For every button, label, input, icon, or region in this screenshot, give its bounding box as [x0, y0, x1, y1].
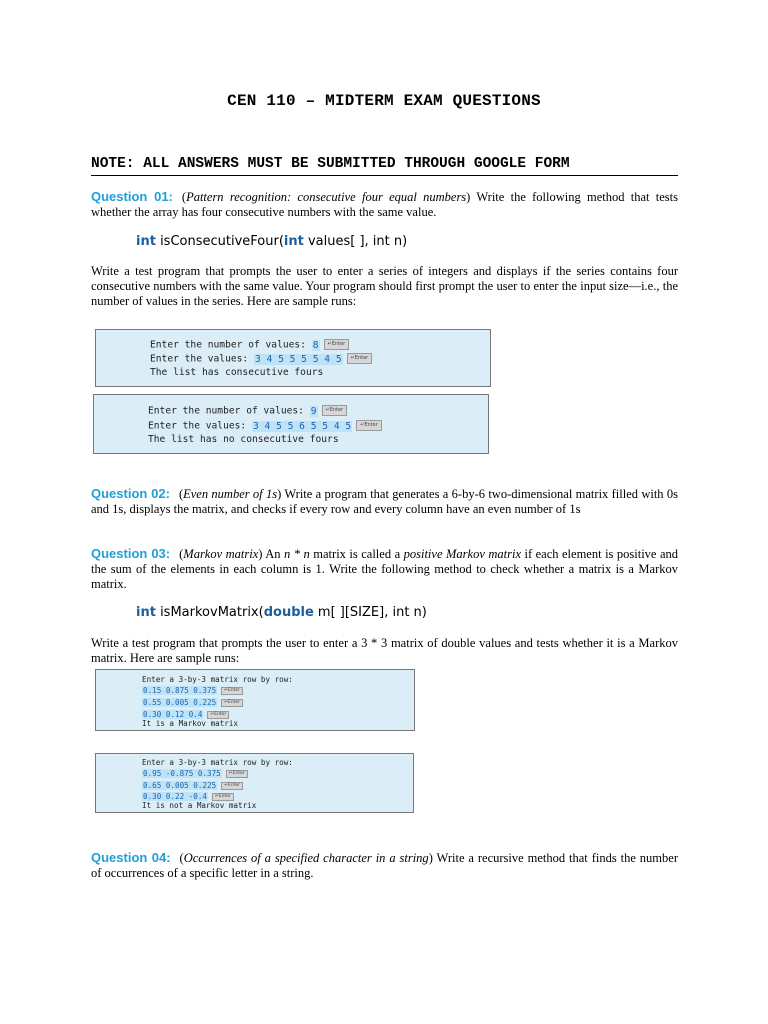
question-3-label: Question 03:: [91, 546, 171, 561]
question-3-instructions: Write a test program that prompts the user to enter a 3 * 3 matrix of double values and tests whether it is a Markov matrix. Here are sample runs:: [91, 636, 678, 666]
question-2-topic: Even number of 1s: [183, 487, 278, 501]
question-2-label: Question 02:: [91, 486, 170, 501]
page-title: CEN 110 – MIDTERM EXAM QUESTIONS: [227, 92, 541, 110]
question-4-topic: Occurrences of a specified character in a string: [183, 851, 429, 865]
enter-key-icon: ↵Enter: [221, 699, 243, 708]
sample-run-2: Enter the number of values: 9 ↵Enter Enter the values: 3 4 5 5 6 5 5 4 5 ↵Enter The list has no consecutive fours: [93, 394, 489, 454]
question-1-label: Question 01:: [91, 189, 173, 204]
question-4: Question 04: (Occurrences of a specified character in a string) Write a recursive method that finds the number of occurrences of a specific letter in a string.: [91, 850, 678, 881]
question-4-text: Write a recursive method that finds the number of occurrences of a specific letter in a string.: [91, 851, 678, 881]
method-signature-consecutive-four: int isConsecutiveFour(int values[ ], int n): [136, 234, 408, 249]
markov-sample-run-2: Enter a 3-by-3 matrix row by row: 0.95 -0.875 0.375 ↵Enter 0.65 0.005 0.225 ↵Enter 0.30 0.22 -0.4 ↵Enter It is not a Markov matrix: [95, 753, 414, 813]
sample-run-1: Enter the number of values: 8 ↵Enter Enter the values: 3 4 5 5 5 5 4 5 ↵Enter The list has consecutive fours: [95, 329, 491, 387]
enter-key-icon: ↵Enter: [324, 339, 350, 350]
enter-key-icon: ↵Enter: [356, 420, 382, 431]
question-3: Question 03: (Markov matrix) An n * n matrix is called a positive Markov matrix if each element is positive and the sum of the elements in each column is 1. Write the following method to check whether a matrix is a Markov matrix.: [91, 546, 679, 592]
enter-key-icon: ↵Enter: [212, 793, 234, 802]
enter-key-icon: ↵Enter: [221, 782, 243, 791]
question-1: Question 01: (Pattern recognition: consecutive four equal numbers) Write the following method that tests whether the array has four consecutive numbers with the same value.: [91, 189, 678, 220]
question-1-topic: Pattern recognition: consecutive four equal numbers: [186, 190, 467, 204]
submission-note: NOTE: ALL ANSWERS MUST BE SUBMITTED THROUGH GOOGLE FORM: [91, 156, 678, 176]
enter-key-icon: ↵Enter: [207, 711, 229, 720]
method-signature-markov-matrix: int isMarkovMatrix(double m[ ][SIZE], int n): [136, 605, 427, 620]
enter-key-icon: ↵Enter: [221, 687, 243, 696]
markov-sample-run-1: Enter a 3-by-3 matrix row by row: 0.15 0.875 0.375 ↵Enter 0.55 0.005 0.225 ↵Enter 0.30 0.12 0.4 ↵Enter It is a Markov matrix: [95, 669, 415, 731]
question-3-topic: Markov matrix: [183, 547, 259, 561]
enter-key-icon: ↵Enter: [322, 405, 348, 416]
enter-key-icon: ↵Enter: [226, 770, 248, 779]
question-2: Question 02: (Even number of 1s) Write a program that generates a 6-by-6 two-dimensional matrix filled with 0s and 1s, displays the matrix, and checks if every row and every column have an even number of 1s: [91, 486, 678, 517]
question-1-instructions: Write a test program that prompts the user to enter a series of integers and displays if the series contains four consecutive numbers with the same value. Your program should first prompt the user to enter the input size—i.e., the number of values in the series. Here are sample runs:: [91, 264, 678, 309]
question-2-text: Write a program that generates a 6-by-6 two-dimensional matrix filled with 0s and 1s, displays the matrix, and checks if every row and every column have an even number of 1s: [91, 487, 678, 517]
enter-key-icon: ↵Enter: [347, 353, 373, 364]
question-4-label: Question 04:: [91, 850, 171, 865]
question-1-text: Write the following method that tests whether the array has four consecutive numbers with the same value.: [91, 190, 678, 220]
